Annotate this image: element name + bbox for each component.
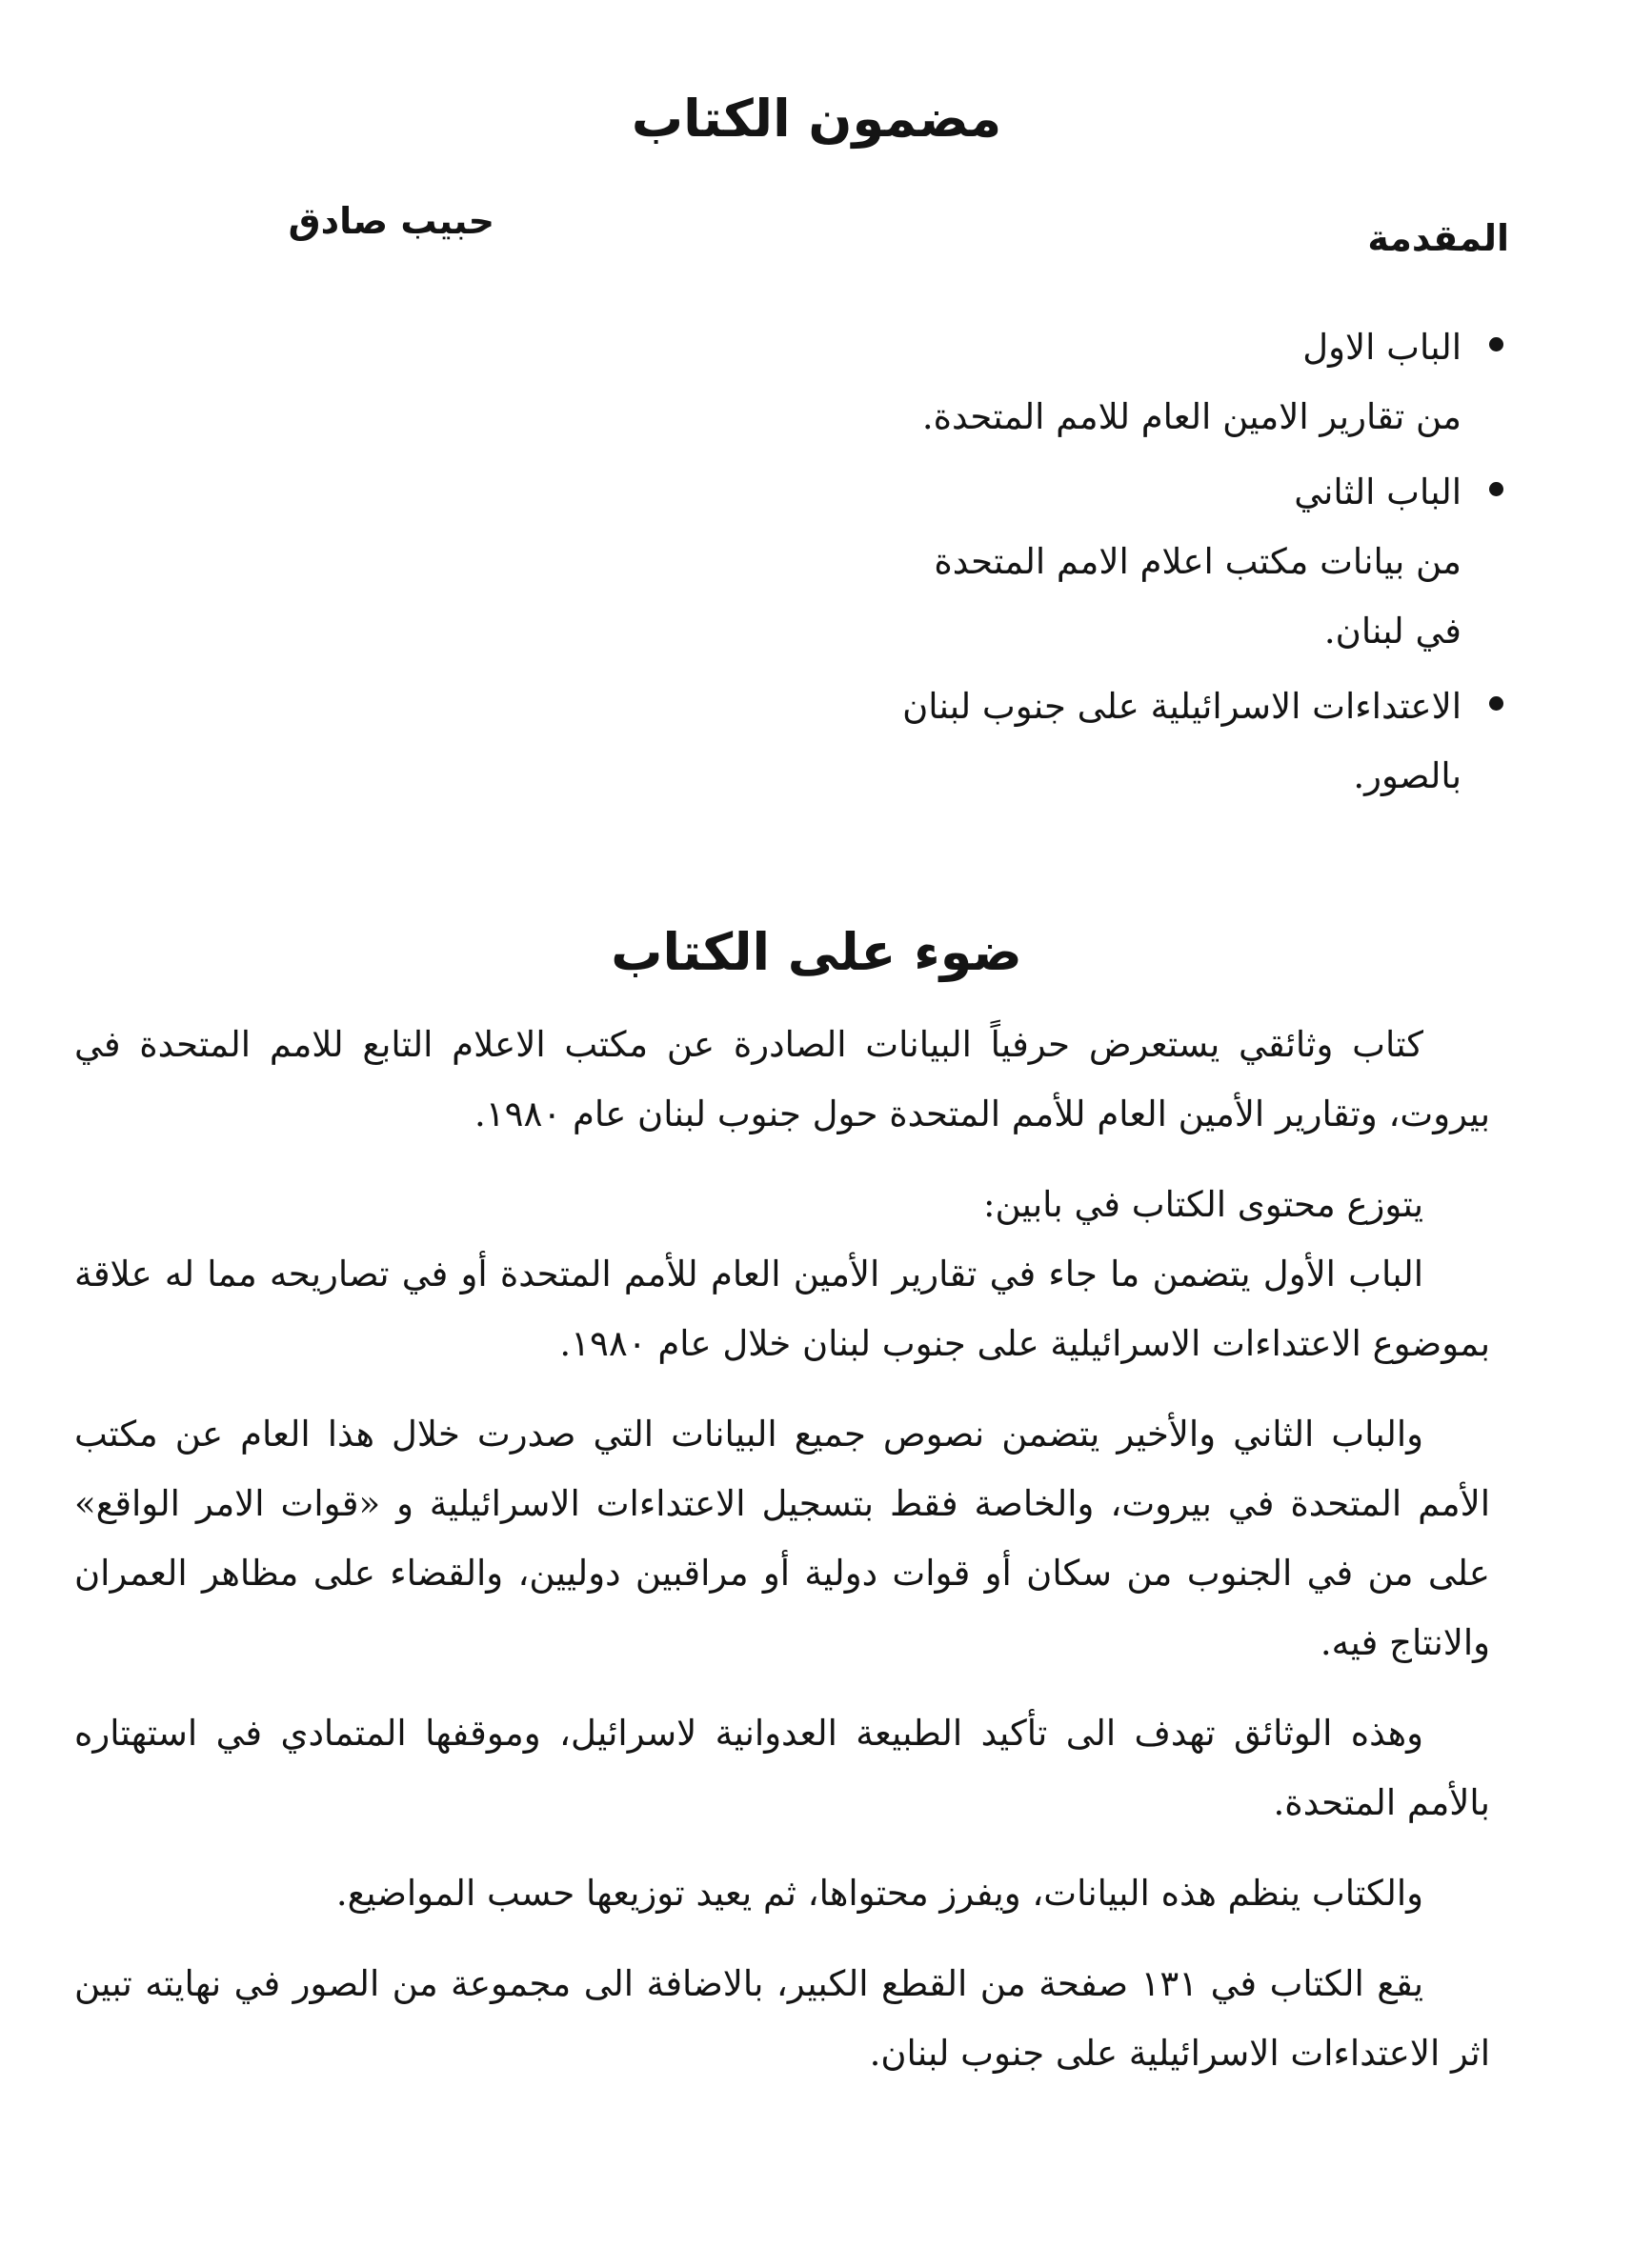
bullet-icon xyxy=(1489,337,1503,351)
about-paragraph: كتاب وثائقي يستعرض حرفياً البيانات الصادرة عن مكتب الاعلام التابع للامم المتحدة في بيروت، وتقارير الأمين العام للأمم المتحدة حول جنوب لبنان عام ١٩٨٠. xyxy=(74,1024,1490,1134)
toc-item-chapter-2 xyxy=(604,457,1462,666)
toc-item-heading: الباب الاول xyxy=(1302,327,1462,368)
toc-item-heading: الاعتداءات الاسرائيلية على جنوب لبنان xyxy=(902,686,1462,727)
about-paragraph: يتوزع محتوى الكتاب في بابين: xyxy=(983,1184,1423,1225)
toc-item-line: من تقارير الامين العام للامم المتحدة. xyxy=(921,396,1462,437)
toc-item-line: من بيانات مكتب اعلام الامم المتحدة xyxy=(934,541,1462,582)
about-paragraph: وهذه الوثائق تهدف الى تأكيد الطبيعة العدوانية لاسرائيل، وموقفها المتمادي في استهتاره بالأمم المتحدة. xyxy=(74,1713,1490,1823)
intro-label: المقدمة xyxy=(1367,217,1509,259)
toc-title: مضمون الكتاب xyxy=(631,89,1002,150)
about-body xyxy=(74,1010,1490,2088)
toc-item-photos xyxy=(604,672,1462,811)
about-paragraph: والباب الثاني والأخير يتضمن نصوص جميع البيانات التي صدرت خلال هذا العام عن مكتب الأمم المتحدة في بيروت، والخاصة فقط بتسجيل الاعتداءات الاسرائيلية و «قوات الامر الواقع» على من في الجنوب من سكان أو قوات دولية أو مراقبين دوليين، والقضاء على مظاهر العمران والانتاج فيه. xyxy=(74,1414,1490,1663)
about-paragraph: والكتاب ينظم هذه البيانات، ويفرز محتواها، ثم يعيد توزيعها حسب المواضيع. xyxy=(335,1873,1423,1914)
bullet-icon xyxy=(1489,482,1503,496)
toc-list xyxy=(604,312,1462,816)
about-paragraph: الباب الأول يتضمن ما جاء في تقارير الأمين العام للأمم المتحدة أو في تصاريحه مما له علاقة بموضوع الاعتداءات الاسرائيلية على جنوب لبنان خلال عام ١٩٨٠. xyxy=(74,1254,1490,1364)
toc-item-line: بالصور. xyxy=(1353,755,1462,796)
toc-item-heading: الباب الثاني xyxy=(1294,472,1462,512)
toc-item-line: في لبنان. xyxy=(1323,611,1462,652)
bullet-icon xyxy=(1489,696,1503,711)
about-paragraph: يقع الكتاب في ١٣١ صفحة من القطع الكبير، بالاضافة الى مجموعة من الصور في نهايته تبين اثر الاعتداءات الاسرائيلية على جنوب لبنان. xyxy=(74,1963,1490,2074)
author-name: حبيب صادق xyxy=(288,200,494,242)
toc-item-chapter-1 xyxy=(604,312,1462,452)
about-title: ضوء على الكتاب xyxy=(611,921,1022,982)
